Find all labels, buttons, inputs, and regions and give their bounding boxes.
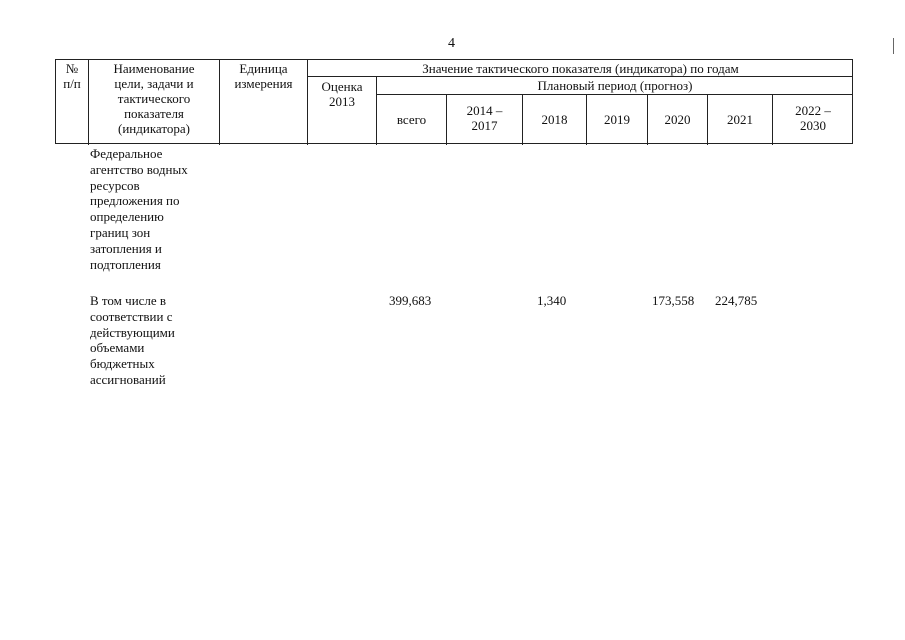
scan-edge-mark [893,38,894,54]
header-unit: Единица измерения [234,61,293,91]
header-value-group: Значение тактического показателя (индикатора) по годам [422,61,739,76]
header-2022-2030: 2022 – 2030 [795,103,831,133]
header-2019: 2019 [604,112,630,127]
header-2018: 2018 [541,112,568,127]
header-estimate: Оценка 2013 [321,79,363,109]
header-2014-2017: 2014 – 2017 [466,103,503,133]
row-budget-2020: 173,558 [652,293,695,308]
row-budget-2018: 1,340 [537,293,567,308]
header-2020: 2020 [664,112,691,127]
table-header [55,59,853,144]
header-no: № п/п [63,61,81,91]
row-budget-total: 399,683 [389,293,432,308]
header-name: Наименование цели, задачи и тактического показателя (индикатора) [113,61,195,136]
page-number: 4 [448,36,455,51]
row-divider [376,94,853,95]
header-2021: 2021 [727,112,753,127]
row-budget-2021: 224,785 [715,293,758,308]
row-agency-name: Федеральное агентство водных ресурсов предложения по определению границ зон затопления и подтопления [90,146,188,272]
row-budget-name: В том числе в соответствии с действующими объемами бюджетных ассигнований [90,293,175,387]
row-divider [307,76,853,77]
header-plan-group: Плановый период (прогноз) [537,78,693,93]
header-total: всего [396,112,427,127]
